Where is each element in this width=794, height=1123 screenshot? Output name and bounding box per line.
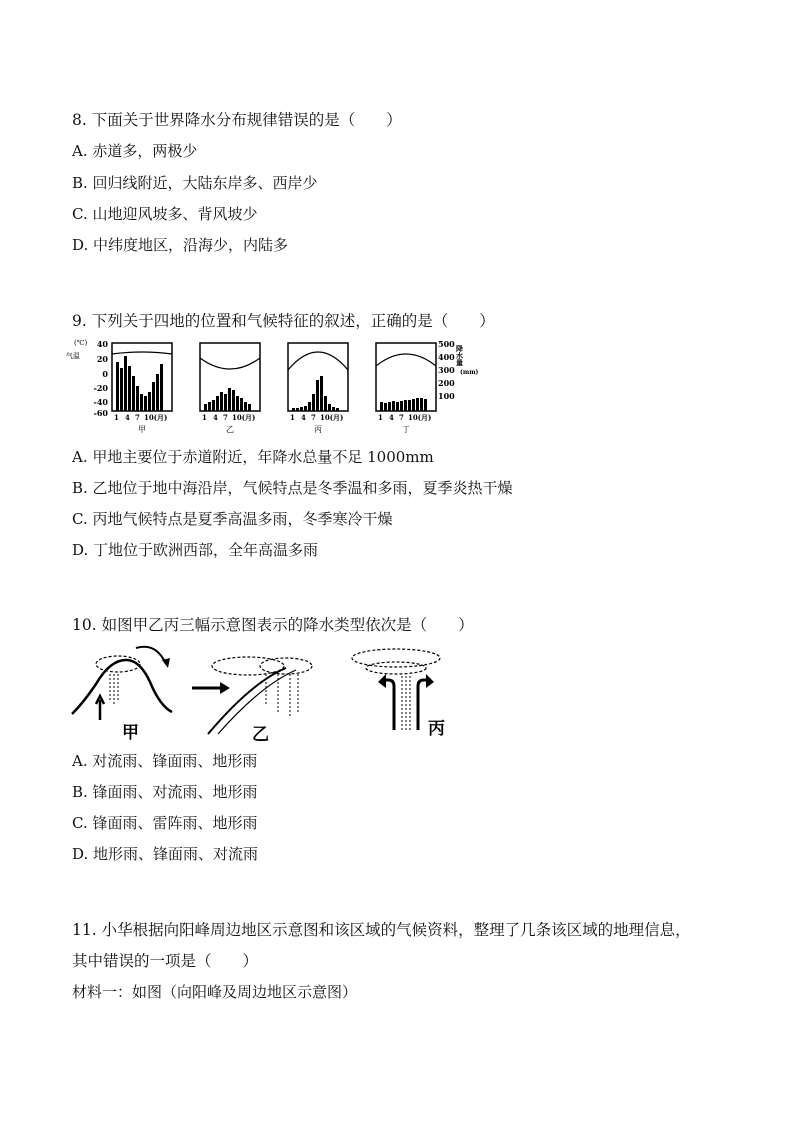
month-tick: 7 (223, 413, 228, 422)
q8-option-a: A. 赤道多，两极少 (72, 142, 198, 160)
figure-label-bing: 丙 (428, 719, 445, 739)
month-tick: 10(月) (144, 413, 168, 422)
left-tick: 40 (96, 339, 108, 349)
q9-option-c: C. 丙地气候特点是夏季高温多雨，冬季寒冷干燥 (72, 510, 393, 528)
left-tick: -60 (93, 408, 108, 418)
right-tick: 400 (438, 352, 455, 362)
q11-stem-line1: 11. 小华根据向阳峰周边地区示意图和该区域的气候资料，整理了几条该区域的地理信息， (72, 921, 691, 939)
panel-ding (376, 343, 436, 434)
figure-yi (192, 657, 312, 744)
q10-option-b: B. 锋面雨、对流雨、地形雨 (72, 783, 258, 801)
month-tick: 7 (135, 413, 140, 422)
q9-option-b: B. 乙地位于地中海沿岸，气候特点是冬季温和多雨，夏季炎热干燥 (72, 479, 513, 497)
left-axis-unit: (℃) (74, 339, 88, 347)
q10-option-a: A. 对流雨、锋面雨、地形雨 (72, 752, 258, 770)
q8-stem: 8. 下面关于世界降水分布规律错误的是（ ） (72, 111, 402, 129)
right-axis-label: 降水量 (455, 345, 465, 366)
figure-label-jia: 甲 (122, 723, 139, 743)
panel-yi (200, 343, 260, 434)
q10-option-c: C. 锋面雨、雷阵雨、地形雨 (72, 814, 258, 832)
figure-label-yi: 乙 (252, 725, 269, 744)
panel-bing (288, 343, 348, 434)
panel-label-ding: 丁 (402, 425, 410, 434)
month-tick: 1 (114, 413, 119, 422)
right-tick: 200 (438, 378, 455, 388)
figure-bing (352, 649, 445, 739)
right-tick: 100 (438, 391, 455, 401)
climate-charts-figure (62, 336, 482, 436)
q10-option-d: D. 地形雨、锋面雨、对流雨 (72, 845, 259, 863)
panel-label-yi: 乙 (226, 425, 234, 434)
left-tick: 0 (102, 369, 108, 379)
month-tick: 10(月) (320, 413, 344, 422)
q8-option-b: B. 回归线附近，大陆东岸多、西岸少 (72, 174, 318, 192)
q9-option-a: A. 甲地主要位于赤道附近，年降水总量不足 1000mm (72, 448, 434, 466)
panel-label-bing: 丙 (314, 425, 322, 434)
q8-option-c: C. 山地迎风坡多、背风坡少 (72, 205, 258, 223)
month-tick: 1 (202, 413, 207, 422)
month-tick: 1 (378, 413, 383, 422)
month-tick: 4 (213, 413, 218, 422)
q9-option-d: D. 丁地位于欧洲西部，全年高温多雨 (72, 541, 319, 559)
q11-material: 材料一：如图（向阳峰及周边地区示意图） (72, 983, 358, 1001)
panel-label-jia: 甲 (138, 425, 146, 434)
month-tick: 4 (389, 413, 394, 422)
month-tick: 4 (125, 413, 130, 422)
left-tick: 20 (96, 354, 108, 364)
left-tick: -40 (93, 397, 108, 407)
q10-stem: 10. 如图甲乙丙三幅示意图表示的降水类型依次是（ ） (72, 616, 474, 634)
left-tick: -20 (93, 383, 108, 393)
precipitation-types-figure (66, 642, 466, 744)
panel-jia (112, 343, 172, 434)
right-axis-unit: (mm) (460, 369, 479, 376)
month-tick: 10(月) (232, 413, 256, 422)
q8-option-d: D. 中纬度地区，沿海少，内陆多 (72, 236, 289, 254)
q9-stem: 9. 下列关于四地的位置和气候特征的叙述，正确的是（ ） (72, 312, 495, 330)
right-tick: 500 (438, 339, 455, 349)
month-tick: 10(月) (408, 413, 432, 422)
month-tick: 1 (290, 413, 295, 422)
left-axis-label: 气温 (66, 352, 80, 360)
figure-jia (72, 647, 172, 743)
month-tick: 7 (311, 413, 316, 422)
q11-stem-line2: 其中错误的一项是（ ） (72, 952, 259, 970)
right-tick: 300 (438, 365, 455, 375)
month-tick: 4 (301, 413, 306, 422)
month-tick: 7 (399, 413, 404, 422)
